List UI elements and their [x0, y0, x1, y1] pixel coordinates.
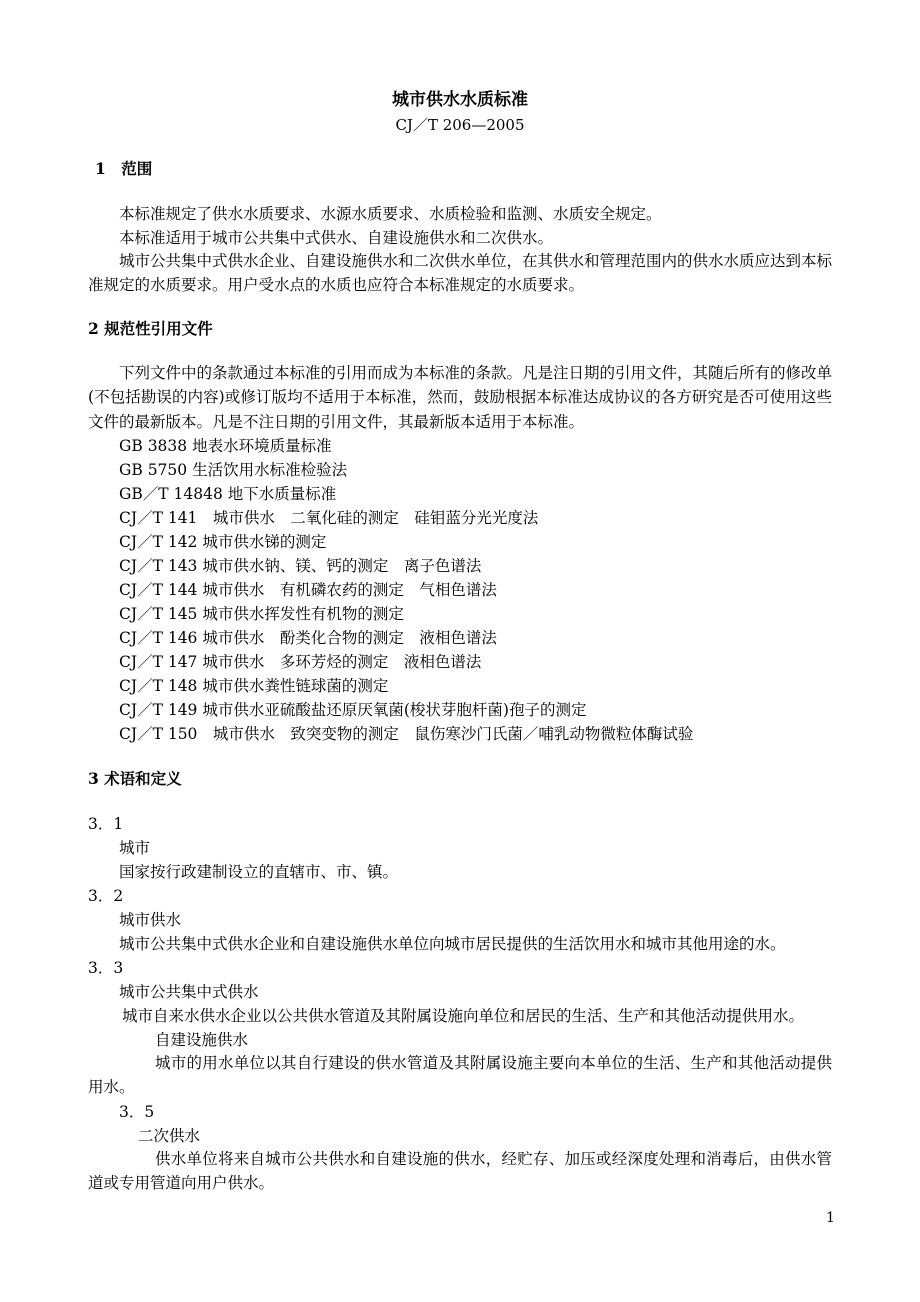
term-name: 二次供水	[138, 1127, 201, 1145]
reference-item: CJ／T 141 城市供水 二氧化硅的测定 硅钼蓝分光光度法	[119, 509, 539, 527]
section-1-paragraph: 城市公共集中式供水企业、自建设施供水和二次供水单位，在其供水和管理范围内的供水水质应达到本标准规定的水质要求。用户受水点的水质也应符合本标准规定的水质要求。	[88, 252, 833, 295]
term-definition: 供水单位将来自城市公共供水和自建设施的供水，经贮存、加压或经深度处理和消毒后，由供水管道或专用管道向用户供水。	[88, 1150, 832, 1193]
reference-item: CJ／T 144 城市供水 有机磷农药的测定 气相色谱法	[119, 581, 497, 599]
term-name: 城市	[119, 839, 151, 857]
term-definition: 城市公共集中式供水企业和自建设施供水单位向城市居民提供的生活饮用水和城市其他用途的水。	[119, 935, 786, 953]
reference-item: CJ／T 143 城市供水钠、镁、钙的测定 离子色谱法	[119, 557, 482, 575]
term-number: 3．5	[119, 1103, 155, 1121]
reference-item: CJ／T 149 城市供水亚硫酸盐还原厌氧菌(梭状芽胞杆菌)孢子的测定	[119, 701, 587, 719]
reference-item: CJ／T 142 城市供水锑的测定	[119, 533, 327, 551]
section-1-paragraph: 本标准适用于城市公共集中式供水、自建设施供水和二次供水。	[119, 229, 554, 247]
page-number: 1	[826, 1210, 835, 1226]
reference-item: CJ／T 146 城市供水 酚类化合物的测定 液相色谱法	[119, 629, 497, 647]
reference-item: GB 5750 生活饮用水标准检验法	[119, 461, 348, 479]
term-name: 城市供水	[119, 911, 182, 929]
term-definition: 城市的用水单位以其自行建设的供水管道及其附属设施主要向本单位的生活、生产和其他活动提供用水。	[88, 1054, 832, 1097]
term-definition: 国家按行政建制设立的直辖市、市、镇。	[119, 863, 399, 881]
section-1-paragraph: 本标准规定了供水水质要求、水源水质要求、水质检验和监测、水质安全规定。	[119, 205, 662, 223]
section-1-heading: 1 范围	[95, 159, 153, 178]
term-definition: 城市自来水供水企业以公共供水管道及其附属设施向单位和居民的生活、生产和其他活动提供用水。	[122, 1007, 805, 1025]
reference-item: CJ／T 150 城市供水 致突变物的测定 鼠伤寒沙门氏菌／哺乳动物微粒体酶试验	[119, 725, 694, 743]
standard-code: CJ／T 206—2005	[395, 116, 525, 134]
section-2-intro: 下列文件中的条款通过本标准的引用而成为本标准的条款。凡是注日期的引用文件，其随后所有的修改单(不包括勘误的内容)或修订版均不适用于本标准，然而，鼓励根据本标准达成协议的各方研究是否可使用这些文件的最新版本。凡是不注日期的引用文件，其最新版本适用于本标准。	[88, 364, 833, 431]
reference-item: CJ／T 148 城市供水粪性链球菌的测定	[119, 677, 389, 695]
reference-item: CJ／T 147 城市供水 多环芳烃的测定 液相色谱法	[119, 653, 482, 671]
reference-item: CJ／T 145 城市供水挥发性有机物的测定	[119, 605, 404, 623]
reference-item: GB／T 14848 地下水质量标准	[119, 485, 337, 503]
term-number: 3．1	[88, 815, 124, 833]
term-number: 3．3	[88, 959, 124, 977]
term-name: 城市公共集中式供水	[119, 983, 259, 1001]
section-2-heading: 2 规范性引用文件	[88, 319, 213, 338]
term-name: 自建设施供水	[155, 1031, 249, 1049]
reference-item: GB 3838 地表水环境质量标准	[119, 437, 332, 455]
section-3-heading: 3 术语和定义	[88, 769, 182, 788]
document-title: 城市供水水质标准	[392, 90, 528, 110]
term-number: 3．2	[88, 887, 124, 905]
